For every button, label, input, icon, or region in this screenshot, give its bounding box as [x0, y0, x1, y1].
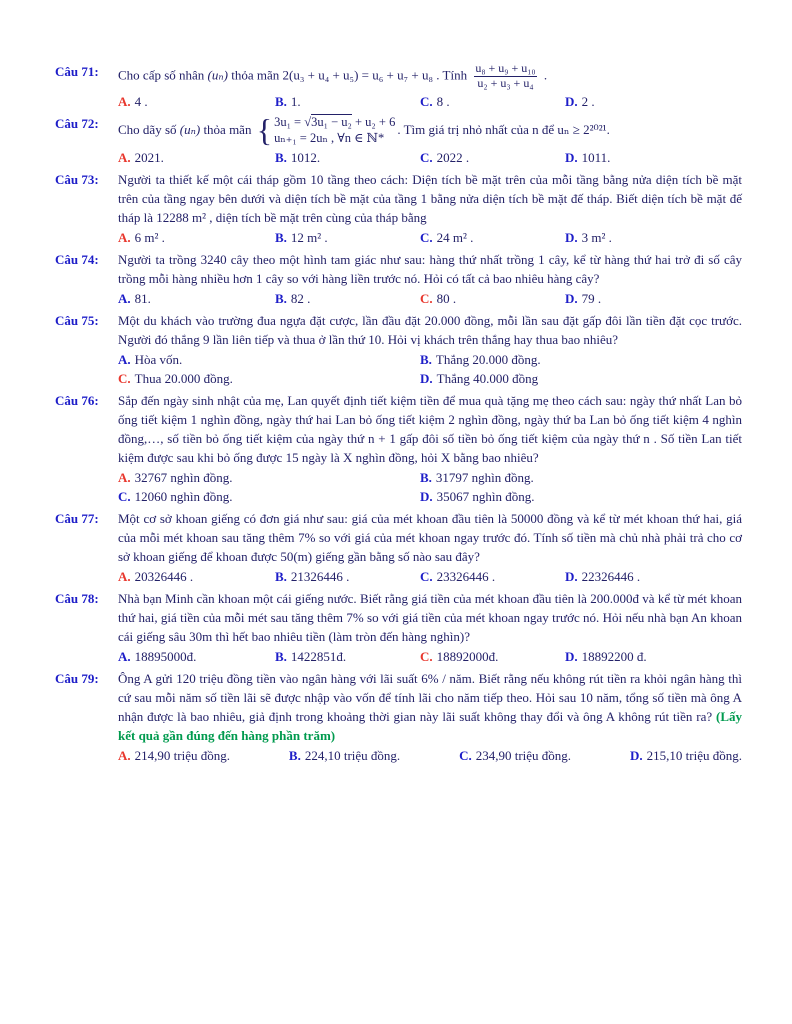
- question-78: [55, 589, 742, 666]
- answer-option-d: [565, 148, 742, 167]
- question-number: Câu 75:: [55, 313, 99, 329]
- answer-letter: D.: [565, 291, 578, 307]
- question-number: Câu 77:: [55, 511, 99, 527]
- question-number: Câu 76:: [55, 393, 99, 409]
- question-text: [118, 669, 742, 745]
- question-71: [55, 62, 742, 111]
- answer-text: 82 .: [290, 291, 311, 307]
- answer-letter: C.: [420, 230, 433, 246]
- answer-letter: A.: [118, 230, 131, 246]
- answer-letter: C.: [420, 150, 433, 166]
- answer-text: 23326446 .: [436, 569, 496, 585]
- answer-option-c: [420, 228, 565, 247]
- answer-option-d: [565, 228, 742, 247]
- answer-option-c: [118, 369, 420, 388]
- answer-letter: A.: [118, 93, 131, 109]
- answer-option-c: [420, 148, 565, 167]
- answer-letter: A.: [118, 748, 131, 764]
- answer-text: 6 m² .: [134, 230, 165, 246]
- answer-option-a: [118, 746, 230, 765]
- answer-row: [118, 647, 742, 666]
- answer-option-c: [420, 92, 565, 111]
- answer-text: 12 m² .: [290, 230, 328, 246]
- answer-option-d: [565, 647, 742, 666]
- answer-letter: C.: [420, 93, 433, 109]
- text-segment: Cho cấp số nhân: [118, 67, 208, 83]
- answer-text: 24 m² .: [436, 230, 474, 246]
- left-brace-icon: {: [256, 112, 273, 149]
- radicand: 3u₁ − u₂: [311, 114, 352, 129]
- answer-letter: B.: [275, 93, 287, 109]
- answer-letter: D.: [565, 649, 578, 665]
- answer-option-c: [420, 289, 565, 308]
- system-of-equations: [257, 114, 396, 148]
- answer-text: 1422851đ.: [290, 649, 347, 665]
- answer-letter: B.: [275, 569, 287, 585]
- question-text: [118, 62, 742, 91]
- answer-option-d: [565, 289, 742, 308]
- answer-letter: B.: [275, 150, 287, 166]
- answer-option-a: [118, 148, 275, 167]
- math-sequence: (uₙ): [179, 121, 201, 137]
- answer-row: [118, 289, 742, 308]
- question-body: [118, 62, 742, 111]
- answer-option-b: [275, 647, 420, 666]
- answer-text: 21326446 .: [290, 569, 350, 585]
- answer-letter: A.: [118, 569, 131, 585]
- answer-row: [118, 350, 742, 388]
- question-body: [118, 114, 742, 168]
- question-body: [118, 311, 742, 388]
- answer-text: 8 .: [436, 93, 450, 109]
- answer-text: 1012.: [290, 150, 321, 166]
- answer-text: 214,90 triệu đồng.: [134, 748, 230, 764]
- fraction: [472, 62, 538, 91]
- question-body: [118, 669, 742, 765]
- rounding-note: (Lấy kết quả gần đúng đến hàng phần trăm): [118, 709, 742, 744]
- answer-option-d: [565, 567, 742, 586]
- answer-row: [118, 746, 742, 765]
- answer-text: Thua 20.000 đồng.: [134, 371, 233, 387]
- answer-option-b: [275, 228, 420, 247]
- answer-option-c: [459, 746, 571, 765]
- answer-option-b: [275, 92, 420, 111]
- question-number: Câu 71:: [55, 64, 99, 79]
- fraction-denominator: u₂ + u₃ + u₄: [474, 76, 536, 91]
- answer-letter: A.: [118, 352, 131, 368]
- question-76: [55, 391, 742, 506]
- answer-letter: D.: [420, 371, 433, 387]
- answer-text: 35067 nghìn đồng.: [436, 489, 535, 505]
- answer-option-a: [118, 289, 275, 308]
- answer-letter: C.: [420, 649, 433, 665]
- answer-text: 18892000đ.: [436, 649, 499, 665]
- answer-letter: C.: [118, 489, 131, 505]
- answer-option-d: [565, 92, 742, 111]
- answer-letter: B.: [420, 352, 432, 368]
- text-segment: .: [540, 67, 548, 83]
- answer-option-a: [118, 468, 420, 487]
- answer-text: 22326446 .: [581, 569, 641, 585]
- question-body: [118, 509, 742, 586]
- answer-option-b: [420, 350, 742, 369]
- answer-text: Hòa vốn.: [134, 352, 183, 368]
- system-line-2: uₙ₊₁ = 2uₙ , ∀n ∈ ℕ*: [274, 131, 385, 146]
- text-segment: + u₂ + 6: [351, 114, 396, 129]
- question-79: [55, 669, 742, 765]
- answer-option-b: [289, 746, 400, 765]
- answer-text: 2021.: [134, 150, 164, 166]
- answer-letter: D.: [565, 230, 578, 246]
- answer-option-d: [630, 746, 742, 765]
- answer-row: [118, 468, 742, 506]
- answer-option-c: [420, 567, 565, 586]
- text-segment: Cho dãy số: [118, 121, 180, 137]
- question-body: [118, 250, 742, 308]
- answer-letter: C.: [420, 291, 433, 307]
- question-number: Câu 72:: [55, 115, 99, 131]
- text-segment: thỏa mãn: [200, 121, 255, 137]
- question-body: [118, 391, 742, 506]
- answer-option-b: [275, 289, 420, 308]
- answer-letter: B.: [275, 230, 287, 246]
- text-segment: Ông A gửi 120 triệu đồng tiền vào ngân hàng với lãi suất 6% / năm. Biết rằng nếu không rút tiền ra khỏi ngân hàng thì cứ sau mỗi năm số tiền lãi sẽ được nhập vào vốn để tính lãi cho năm tiếp theo. Hỏi sau 10 năm, tổng số tiền mà ông A nhận được là bao nhiêu, giả định trong khoảng thời gian này lãi suất không thay đổi và ông A không rút tiền ra?: [118, 671, 742, 725]
- answer-option-c: [420, 647, 565, 666]
- square-root: √3u₁ − u₂: [304, 114, 352, 129]
- answer-option-b: [275, 567, 420, 586]
- answer-letter: C.: [118, 371, 131, 387]
- question-number: Câu 79:: [55, 671, 99, 687]
- question-number: Câu 78:: [55, 591, 99, 607]
- answer-option-b: [275, 148, 420, 167]
- answer-row: [118, 148, 742, 167]
- answer-option-a: [118, 647, 275, 666]
- answer-text: 79 .: [581, 291, 602, 307]
- question-body: [118, 170, 742, 247]
- answer-text: 18892200 đ.: [581, 649, 647, 665]
- answer-option-c: [118, 487, 420, 506]
- answer-text: 224,10 triệu đồng.: [304, 748, 401, 764]
- answer-text: 20326446 .: [134, 569, 194, 585]
- answer-letter: A.: [118, 150, 131, 166]
- answer-text: 18895000đ.: [134, 649, 197, 665]
- question-73: [55, 170, 742, 247]
- answer-option-b: [420, 468, 742, 487]
- question-text: Một cơ sở khoan giếng có đơn giá như sau: giá của mét khoan đầu tiên là 50000 đồng và kể từ mét khoan thứ hai, giá của mỗi mét khoan sau tăng thêm 7% so với giá của mét khoan ngay trước đó. Tính số tiền mà chủ nhà phải trả cho cơ sở khoan giếng để khoan được 50(m) giếng gần bằng số nào sau đây?: [118, 511, 742, 565]
- answer-letter: D.: [565, 569, 578, 585]
- answer-option-a: [118, 228, 275, 247]
- question-number: Câu 73:: [55, 172, 99, 188]
- answer-option-d: [420, 487, 742, 506]
- answer-letter: D.: [630, 748, 643, 764]
- answer-text: 215,10 triệu đồng.: [646, 748, 742, 764]
- answer-text: 1011.: [581, 150, 611, 166]
- answer-text: 234,90 triệu đồng.: [475, 748, 572, 764]
- text-segment: thỏa mãn 2(u₃ + u₄ + u₅) = u₆ + u₇ + u₈ . Tính: [227, 67, 471, 83]
- system-lines: [274, 114, 395, 148]
- question-text: Một du khách vào trường đua ngựa đặt cược, lần đầu đặt 20.000 đồng, mỗi lần sau đặt gấp đôi lần tiền đặt cọc trước. Người đó thắng 9 lần liên tiếp và thua ở lần thứ 10. Hỏi vị khách trên thắng hay thua bao nhiêu?: [118, 313, 742, 348]
- answer-text: 32767 nghìn đồng.: [134, 470, 233, 486]
- answer-option-a: [118, 567, 275, 586]
- answer-text: 3 m² .: [581, 230, 612, 246]
- answer-letter: C.: [459, 748, 472, 764]
- answer-text: 81.: [134, 291, 151, 307]
- answer-letter: C.: [420, 569, 433, 585]
- answer-letter: A.: [118, 470, 131, 486]
- answer-row: [118, 228, 742, 247]
- question-text: [118, 114, 742, 148]
- question-74: [55, 250, 742, 308]
- question-number: Câu 74:: [55, 252, 99, 268]
- answer-letter: B.: [288, 748, 301, 764]
- answer-row: [118, 92, 742, 111]
- answer-letter: A.: [118, 649, 131, 665]
- answer-text: Thắng 40.000 đồng: [436, 371, 539, 387]
- answer-letter: B.: [275, 649, 287, 665]
- answer-text: 80 .: [436, 291, 457, 307]
- answer-letter: A.: [118, 291, 131, 307]
- answer-text: Thắng 20.000 đồng.: [435, 352, 541, 368]
- answer-text: 4 .: [134, 93, 148, 109]
- system-line-1: [274, 114, 395, 131]
- text-segment: 3u₁ =: [274, 114, 305, 129]
- question-body: [118, 589, 742, 666]
- answer-text: 2022 .: [436, 150, 470, 166]
- answer-text: 2 .: [581, 93, 595, 109]
- answer-text: 12060 nghìn đồng.: [134, 489, 233, 505]
- answer-letter: D.: [565, 93, 578, 109]
- question-text: Người ta trồng 3240 cây theo một hình tam giác như sau: hàng thứ nhất trồng 1 cây, kể từ hàng thứ hai trở đi số cây trồng mỗi hàng nhiều hơn 1 cây so với hàng liền trước nó. Hỏi có tất cả bao nhiêu hàng cây?: [118, 252, 742, 287]
- answer-text: 1.: [290, 93, 301, 109]
- answer-option-a: [118, 92, 275, 111]
- fraction-numerator: u₈ + u₉ + u₁₀: [475, 61, 536, 75]
- answer-letter: B.: [275, 291, 287, 307]
- question-77: [55, 509, 742, 586]
- question-text: Sắp đến ngày sinh nhật của mẹ, Lan quyết định tiết kiệm tiền để mua quà tặng mẹ theo cách sau: ngày thứ nhất Lan bỏ ống tiết kiệm 1 nghìn đồng, ngày thứ hai Lan bỏ ống tiết kiệm 2 nghìn đồng, ngày thứ ba Lan bỏ ống tiết kiệm 4 nghìn đồng,…, số tiền bỏ ống tiết kiệm của ngày thứ n + 1 gấp đôi số tiền bỏ ống tiết kiệm của ngày thứ n . Số tiền Lan tiết kiệm được sau khi bỏ ống được 15 ngày là X nghìn đồng, hỏi X bằng bao nhiêu?: [118, 393, 742, 466]
- answer-text: 31797 nghìn đồng.: [435, 470, 534, 486]
- answer-option-d: [420, 369, 742, 388]
- question-text: Nhà bạn Minh cần khoan một cái giếng nước. Biết rằng giá tiền của mét khoan đầu tiên là 200.000đ và kể từ mét khoan thứ hai, giá tiền của mỗi mét sau tăng thêm 7% so với giá tiền của mét khoan ngay trước nó. Hỏi nếu nhà bạn An khoan cái giếng sâu 30m thì hết bao nhiêu tiền (làm tròn đến hàng nghìn)?: [118, 591, 742, 645]
- text-segment: . Tìm giá trị nhỏ nhất của n để uₙ ≥ 2²⁰²¹.: [397, 121, 610, 137]
- math-sequence: (uₙ): [207, 67, 228, 83]
- answer-letter: B.: [420, 470, 432, 486]
- answer-letter: D.: [420, 489, 433, 505]
- answer-row: [118, 567, 742, 586]
- question-75: [55, 311, 742, 388]
- question-text: Người ta thiết kế một cái tháp gồm 10 tầng theo cách: Diện tích bề mặt trên của mỗi tầng bằng nửa diện tích bề mặt trên của tầng ngay bên dưới và diện tích bề mặt của tầng 1 bằng nửa diện tích bề mặt đế tháp. Biết diện tích bề mặt đế tháp là 12288 m² , diện tích bề mặt trên cùng của tháp bằng: [118, 172, 742, 226]
- answer-option-a: [118, 350, 420, 369]
- answer-letter: D.: [565, 150, 578, 166]
- question-72: [55, 114, 742, 168]
